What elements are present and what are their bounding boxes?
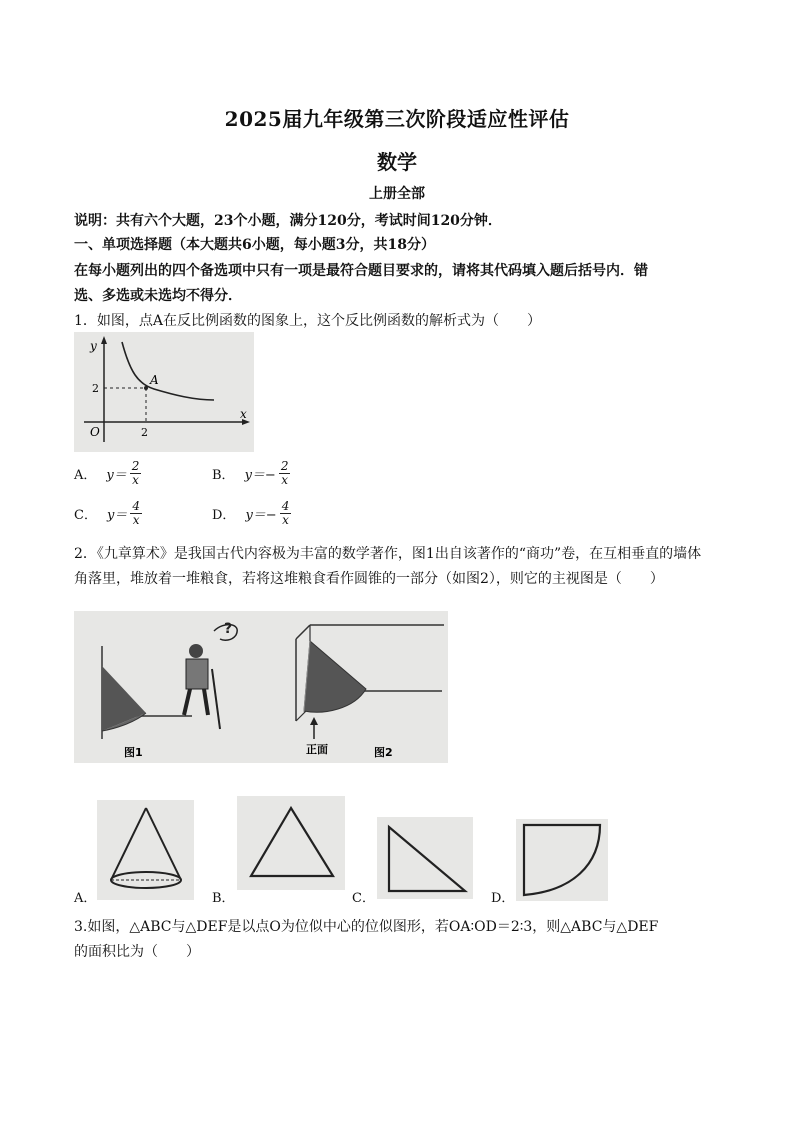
rule-line-1: 在每小题列出的四个备选项中只有一项是最符合题目要求的，请将其代码填入题后括号内．错 — [74, 263, 648, 279]
exam-note: 说明：共有六个大题，23个小题，满分120分，考试时间120分钟． — [74, 213, 502, 229]
x-axis-label: x — [240, 407, 247, 421]
q1-stem: 1．如图，点A在反比例函数的图象上，这个反比例函数的解析式为（ ） — [74, 313, 542, 329]
q2-option-b[interactable]: B． — [212, 891, 235, 906]
q1-option-c[interactable]: C． y＝ $\frac{4}{x}$ — [74, 499, 140, 527]
paper-title: 2025届九年级第三次阶段适应性评估 — [224, 107, 570, 131]
q2-option-a[interactable]: A． — [74, 891, 97, 906]
front-view-label: 正面 — [306, 743, 328, 756]
point-a-label: A — [150, 373, 159, 387]
y-tick-label: 2 — [92, 382, 99, 395]
q2-option-b-figure — [237, 796, 345, 890]
q2-line-2: 角落里，堆放着一堆粮食，若将这堆粮食看作圆锥的一部分（如图2），则它的主视图是（ ） — [74, 571, 664, 587]
q2-line-1: 2．《九章算术》是我国古代内容极为丰富的数学著作，图1出自该著作的“商功”卷，在互相垂直的墙体 — [74, 546, 702, 562]
q1-option-d[interactable]: D． y＝− $\frac{4}{x}$ — [212, 499, 290, 527]
q1-option-a[interactable]: A． y＝ $\frac{2}{x}$ — [74, 459, 140, 487]
figure-1-grain-pile — [102, 646, 192, 739]
origin-label: O — [90, 425, 100, 439]
y-axis-label: y — [90, 339, 97, 353]
svg-text:?: ? — [224, 621, 233, 637]
q2-option-c[interactable]: C． — [352, 891, 375, 906]
section-heading: 一、单项选择题（本大题共6小题，每小题3分，共18分） — [74, 237, 435, 253]
subject-title: 数学 — [377, 150, 417, 174]
farmer-illustration — [184, 621, 237, 729]
q1-graph — [74, 332, 254, 452]
rule-line-2: 选、多选或未选均不得分． — [74, 288, 242, 304]
q2-option-a-figure — [97, 800, 194, 900]
q2-figures — [74, 611, 448, 763]
x-tick-label: 2 — [141, 426, 148, 439]
q1-option-b[interactable]: B． y＝− $\frac{2}{x}$ — [212, 459, 289, 487]
scope-label: 上册全部 — [369, 186, 425, 202]
q3-line-2: 的面积比为（ ） — [74, 944, 200, 960]
q3-line-1: 3.如图，△ABC与△DEF是以点O为位似中心的位似图形，若OA∶OD＝2∶3，则△ABC与△DEF — [74, 919, 659, 935]
q2-option-c-figure — [377, 817, 473, 899]
figure-2-cone — [296, 625, 444, 739]
figure-1-label: 图1 — [124, 746, 143, 759]
figure-2-label: 图2 — [374, 746, 393, 759]
q2-option-d[interactable]: D． — [491, 891, 515, 906]
q2-option-d-figure — [516, 819, 608, 901]
